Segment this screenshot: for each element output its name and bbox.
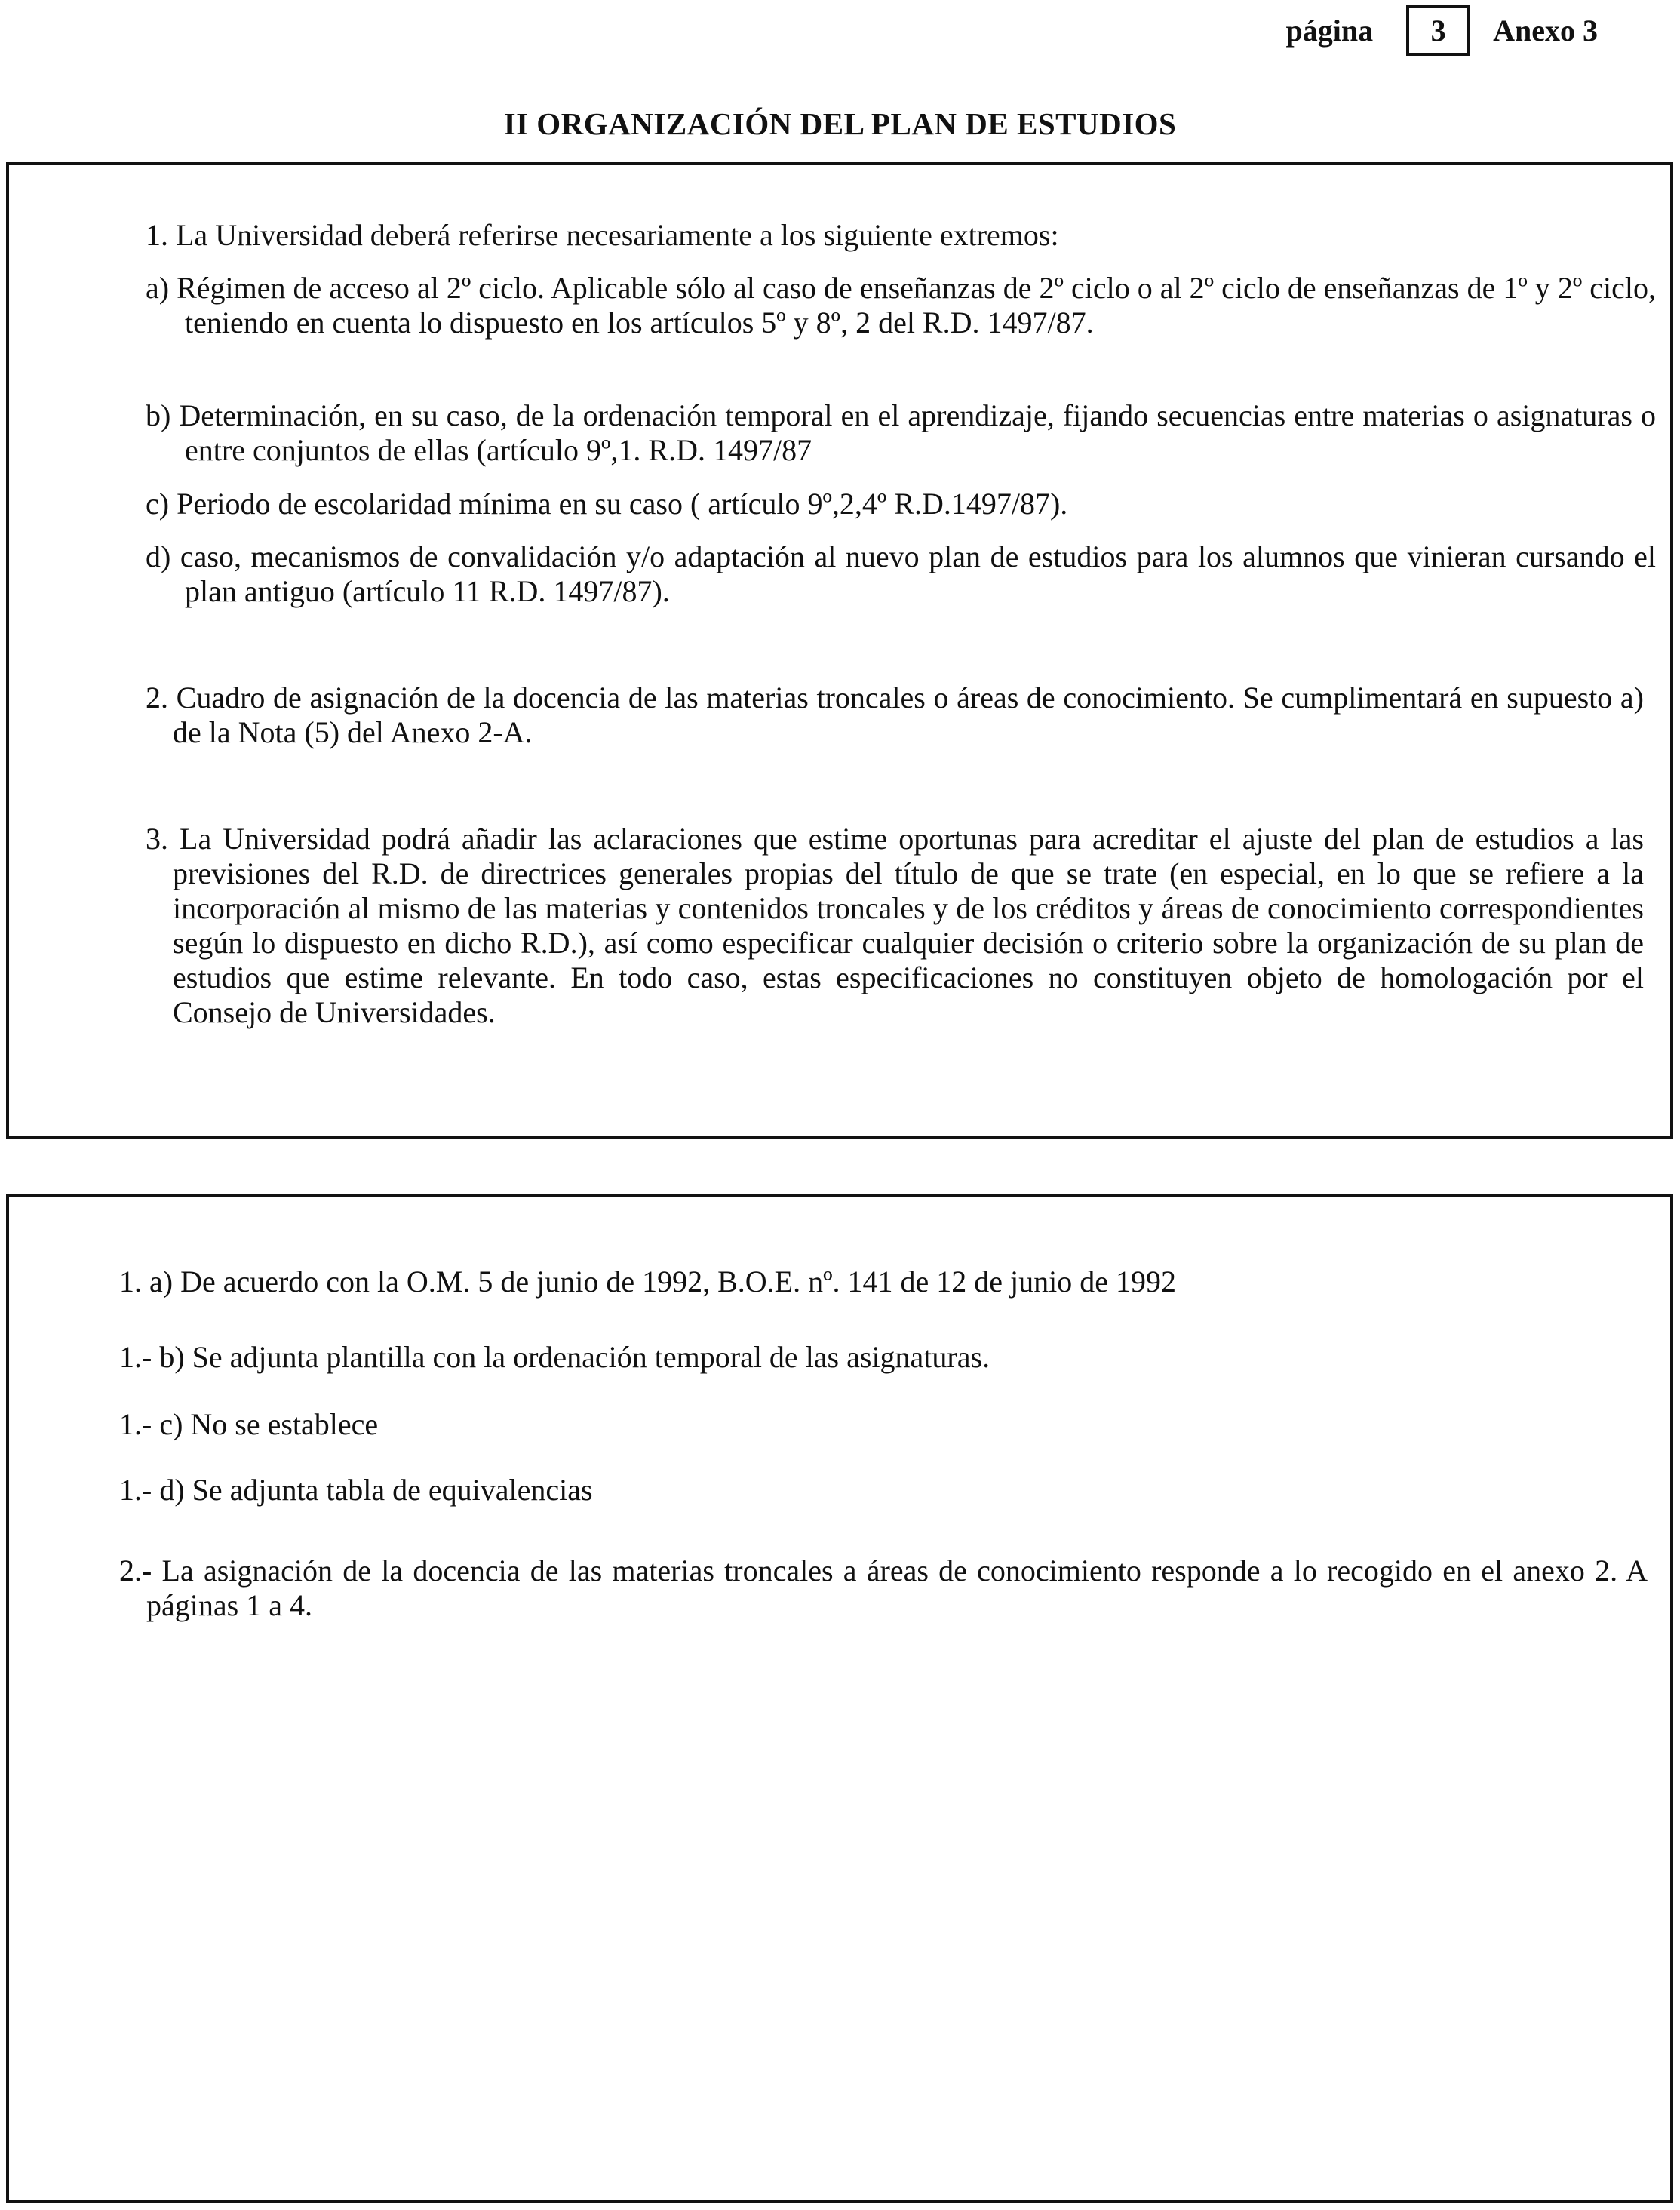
instruction-item-1d: d) caso, mecanismos de convalidación y/o adaptación al nuevo plan de estudios para los alumnos que vinieran cursando el plan antiguo (artículo 11 R.D. 1497/87). xyxy=(146,539,1656,608)
response-1d: 1.- d) Se adjunta tabla de equivalencias xyxy=(119,1473,593,1507)
instruction-item-1b: b) Determinación, en su caso, de la ordenación temporal en el aprendizaje, fijando secuencias entre materias o asignaturas o entre conjuntos de ellas (artículo 9º,1. R.D. 1497/87 xyxy=(146,398,1656,467)
instruction-item-1c: c) Periodo de escolaridad mínima en su caso ( artículo 9º,2,4º R.D.1497/87). xyxy=(146,487,1068,521)
document-title: II ORGANIZACIÓN DEL PLAN DE ESTUDIOS xyxy=(503,106,1177,141)
page-number-box: 3 xyxy=(1406,5,1470,56)
instruction-item-1-intro: 1. La Universidad deberá referirse necesariamente a los siguiente extremos: xyxy=(146,218,1059,252)
page-header xyxy=(1286,0,1599,60)
page-label: página xyxy=(1285,13,1374,48)
instruction-item-2: 2. Cuadro de asignación de la docencia de las materias troncales o áreas de conocimiento. Se cumplimentará en supuesto a) de la Nota (5) del Anexo 2-A. xyxy=(146,681,1644,749)
response-1c: 1.- c) No se establece xyxy=(119,1407,379,1441)
instruction-item-3: 3. La Universidad podrá añadir las aclaraciones que estime oportunas para acreditar el ajuste del plan de estudios a las previsiones del R.D. de directrices generales propias del título de que se trate (en especial, en lo que se refiere a la incorporación al mismo de las materias y contenidos troncales y de los créditos y áreas de conocimiento correspondientes según lo dispuesto en dicho R.D.), así como especificar cualquier decisión o criterio sobre la organización de su plan de estudios que estime relevante. En todo caso, estas especificaciones no constituyen objeto de homologación por el Consejo de Universidades. xyxy=(146,822,1644,1029)
instruction-item-1a: a) Régimen de acceso al 2º ciclo. Aplicable sólo al caso de enseñanzas de 2º ciclo o al 2º ciclo de enseñanzas de 1º y 2º ciclo, teniendo en cuenta lo dispuesto en los artículos 5º y 8º, 2 del R.D. 1497/87. xyxy=(146,271,1656,340)
response-1b: 1.- b) Se adjunta plantilla con la ordenación temporal de las asignaturas. xyxy=(119,1340,990,1374)
response-2: 2.- La asignación de la docencia de las materias troncales a áreas de conocimiento responde a lo recogido en el anexo 2. A páginas 1 a 4. xyxy=(119,1554,1648,1622)
response-1a: 1. a) De acuerdo con la O.M. 5 de junio de 1992, B.O.E. nº. 141 de 12 de junio de 1992 xyxy=(119,1265,1176,1299)
annex-label: Anexo 3 xyxy=(1493,13,1598,48)
